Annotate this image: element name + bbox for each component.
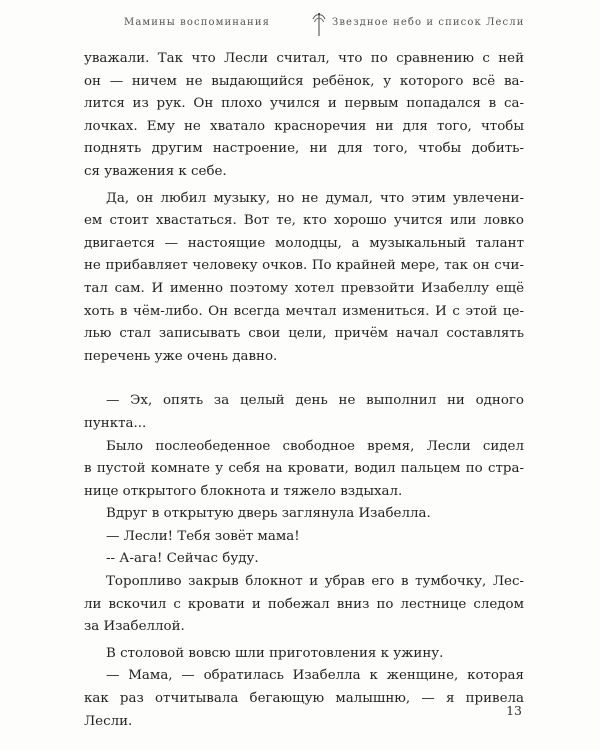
header-book-title: Мамины воспоминания — [124, 17, 270, 28]
text-line: хоть в чём-либо. Он всегда мечтал измениться. И с этой це- — [84, 303, 524, 319]
text-line: в пустой комнате у себя на кровати, водил пальцем по стра- — [84, 461, 524, 477]
text-line: Лесли. — [84, 713, 133, 729]
text-line: пункта... — [84, 415, 147, 431]
text-line: перечень уже очень давно. — [84, 348, 278, 364]
paragraph — [84, 548, 524, 571]
text-line: не прибавляет человеку очков. По крайней мере, так он счи- — [84, 258, 524, 274]
text-line: — Эх, опять за целый день не выполнил ни одного — [106, 393, 524, 409]
text-line: нице открытого блокнота и тяжело вздыхал. — [84, 483, 403, 499]
text-line: как раз отчитывала бегающую малышню, — я привела — [84, 691, 524, 707]
running-header — [0, 13, 600, 35]
text-line: уважали. Так что Лесли считал, что по сравнению с ней — [84, 51, 524, 66]
paragraph — [84, 665, 524, 733]
text-line: лочках. Ему не хватало красноречия ни для того, чтобы — [84, 118, 524, 134]
paragraph — [84, 436, 524, 504]
text-line: лится из рук. Он плохо учился и первым попадался в са- — [84, 96, 524, 112]
text-line: тал сам. И именно поэтому хотел превзойти Изабеллу ещё — [84, 280, 524, 296]
text-line: Было послеобеденное свободное время, Лесли сидел — [106, 438, 524, 454]
header-chapter-title: Звездное небо и список Лесли — [332, 17, 525, 28]
text-line: лью стал записывать свои цели, причём начал составлять — [84, 326, 524, 342]
paragraph — [84, 390, 524, 435]
body-text — [84, 48, 524, 733]
paragraph — [84, 526, 524, 549]
paragraph — [84, 503, 524, 526]
text-line: -- А-ага! Сейчас буду. — [106, 551, 259, 567]
text-line: за Изабеллой. — [84, 619, 185, 635]
text-line: В столовой вовсю шли приготовления к ужину. — [106, 645, 444, 661]
text-line: ся уважения к себе. — [84, 163, 227, 179]
paragraph — [84, 188, 524, 369]
text-line: ли вскочил с кровати и побежал вниз по лестнице следом — [84, 596, 524, 612]
text-line: ем стоит хвастаться. Вот те, кто хорошо учится или ловко — [84, 213, 524, 229]
page-number: 13 — [506, 703, 522, 718]
text-line: — Мама, — обратилась Изабелла к женщине, которая — [106, 668, 524, 684]
paragraph — [84, 571, 524, 639]
text-line: Да, он любил музыку, но не думал, что этим увлечени- — [106, 190, 524, 206]
text-line: он — ничем не выдающийся ребёнок, у которого всё ва- — [84, 73, 524, 89]
tree-ornament-icon — [312, 12, 326, 36]
paragraph — [84, 48, 524, 184]
text-line: — Лесли! Тебя зовёт мама! — [106, 528, 300, 544]
text-line: поднять другим настроение, ни для того, чтобы добить- — [84, 141, 524, 157]
text-line: Вдруг в открытую дверь заглянула Изабелла. — [106, 506, 431, 522]
paragraph — [84, 643, 524, 666]
text-line: Торопливо закрыв блокнот и убрав его в тумбочку, Лес- — [106, 574, 524, 590]
text-line: двигается — настоящие молодцы, а музыкальный талант — [84, 235, 524, 251]
